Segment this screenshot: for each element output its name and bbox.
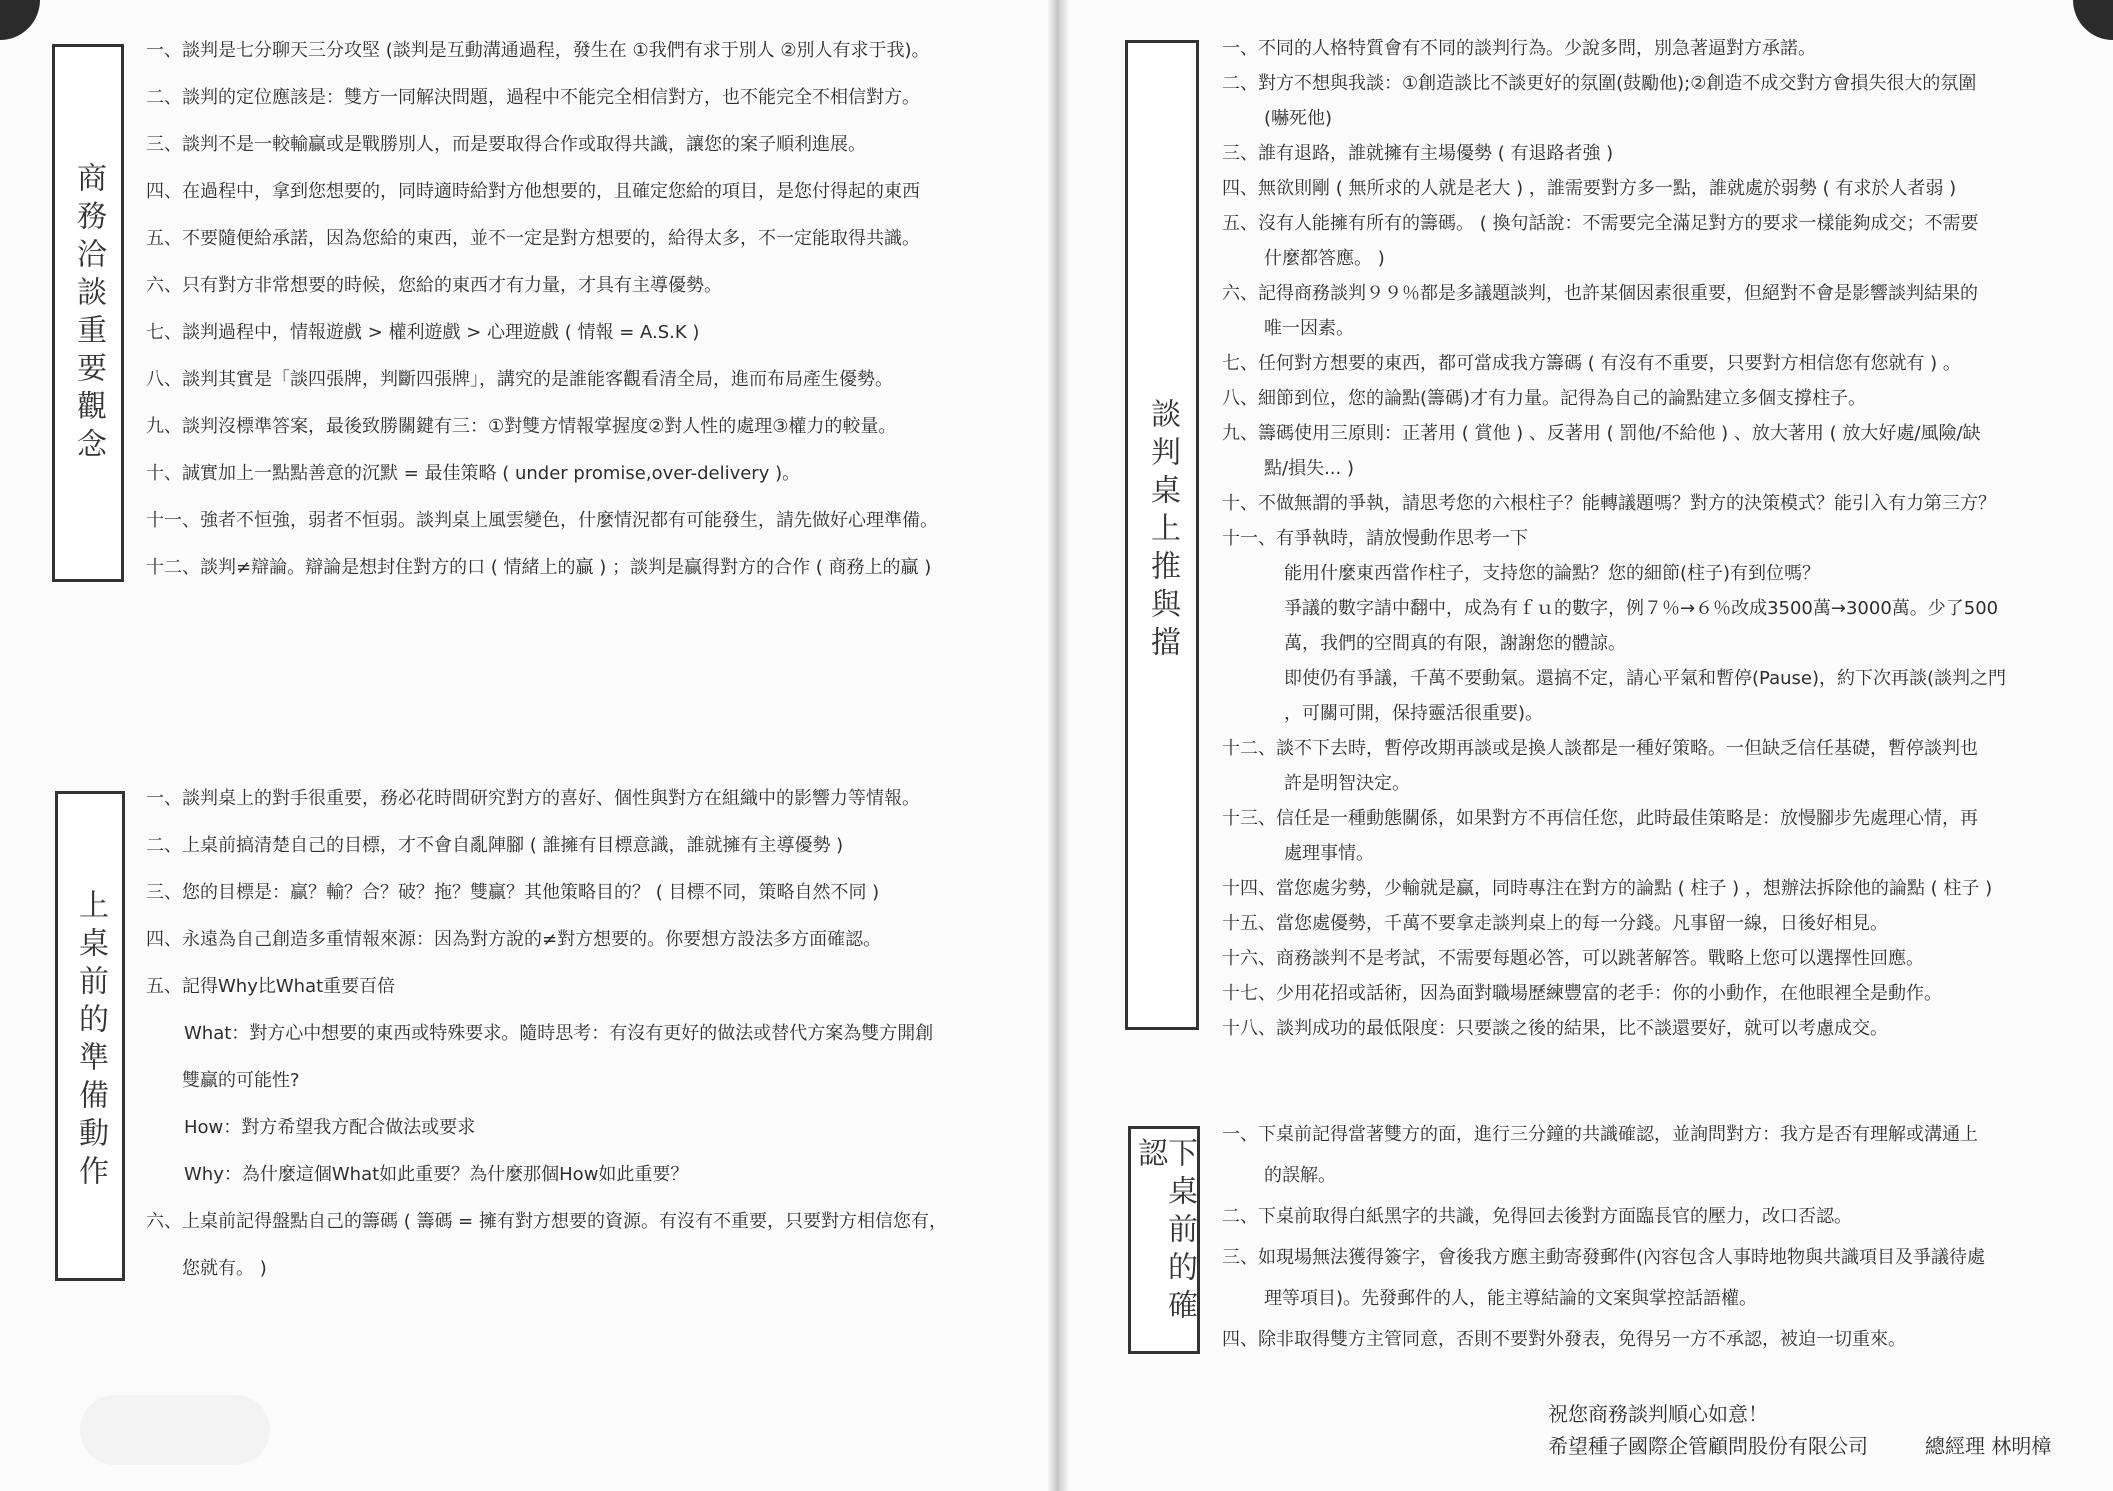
list-item: How：對方希望我方配合做法或要求 bbox=[184, 1117, 476, 1138]
list-item: 一、下桌前記得當著雙方的面，進行三分鐘的共識確認，並詢問對方：我方是否有理解或溝通上 bbox=[1222, 1124, 1978, 1145]
list-item: 什麼都答應。 ) bbox=[1264, 248, 1385, 269]
faint-watermark bbox=[80, 1395, 270, 1465]
list-item: 十一、強者不恒強，弱者不恒弱。談判桌上風雲變色，什麼情況都有可能發生，請先做好心理準備。 bbox=[146, 510, 938, 531]
section-title-concepts bbox=[52, 44, 124, 582]
list-item: 七、談判過程中，情報遊戲 > 權利遊戲 > 心理遊戲 ( 情報 = A.S.K ) bbox=[146, 322, 700, 343]
company-name: 希望種子國際企管顧問股份有限公司 bbox=[1548, 1434, 1868, 1458]
list-item: 四、無欲則剛 ( 無所求的人就是老大 ) ，誰需要對方多一點，誰就處於弱勢 ( 有求於人者弱 ) bbox=[1222, 178, 1957, 199]
closing-greeting: 祝您商務談判順心如意！ bbox=[1548, 1402, 1768, 1426]
list-item: 十六、商務談判不是考試，不需要每題必答，可以跳著解答。戰略上您可以選擇性回應。 bbox=[1222, 948, 1924, 969]
section-title-preparation bbox=[55, 791, 125, 1281]
list-item: 五、沒有人能擁有所有的籌碼。 ( 換句話說：不需要完全滿足對方的要求一樣能夠成交；不需要 bbox=[1222, 213, 1979, 234]
list-item: 十、誠實加上一點點善意的沉默 = 最佳策略 ( under promise,over-delivery )。 bbox=[146, 463, 801, 484]
list-item: 八、談判其實是「談四張牌，判斷四張牌」，講究的是誰能客觀看清全局，進而布局產生優勢。 bbox=[146, 369, 893, 390]
list-item: 十一、有爭執時，請放慢動作思考一下 bbox=[1222, 528, 1528, 549]
signer-name: 總經理 林明樟 bbox=[1925, 1434, 2052, 1458]
list-item: 一、談判是七分聊天三分攻堅 (談判是互動溝通過程，發生在 ①我們有求于別人 ②別人有求于我)。 bbox=[146, 40, 930, 61]
list-item: 的誤解。 bbox=[1264, 1165, 1336, 1186]
list-item: What：對方心中想要的東西或特殊要求。隨時思考：有沒有更好的做法或替代方案為雙方開創 bbox=[184, 1023, 934, 1044]
list-item: 十二、談判≠辯論。辯論是想封住對方的口 ( 情緒上的贏 ) ；談判是贏得對方的合作 ( 商務上的贏 ) bbox=[146, 557, 932, 578]
list-item: 二、對方不想與我談：①創造談比不談更好的氛圍(鼓勵他);②創造不成交對方會損失很大的氛圍 bbox=[1222, 73, 1977, 94]
left-page bbox=[0, 0, 1055, 1491]
list-item: 十五、當您處優勢，千萬不要拿走談判桌上的每一分錢。凡事留一線，日後好相見。 bbox=[1222, 913, 1888, 934]
list-item: 六、記得商務談判９９％都是多議題談判，也許某個因素很重要，但絕對不會是影響談判結果的 bbox=[1222, 283, 1978, 304]
section-title-preparation-text: 上桌前的準備動作 bbox=[73, 889, 108, 1193]
list-item: 五、記得Why比What重要百倍 bbox=[146, 976, 396, 997]
section-title-concepts-text: 商務洽談重要觀念 bbox=[71, 162, 106, 466]
list-item: 九、籌碼使用三原則：正著用 ( 賞他 ) 、反著用 ( 罰他/不給他 ) 、放大著用 ( 放大好處/風險/缺 bbox=[1222, 423, 1981, 444]
list-item: 理等項目)。先發郵件的人，能主導結論的文案與掌控話語權。 bbox=[1264, 1288, 1758, 1309]
list-item: 一、談判桌上的對手很重要，務必花時間研究對方的喜好、個性與對方在組織中的影響力等情報。 bbox=[146, 788, 920, 809]
list-item: 十、不做無謂的爭執，請思考您的六根柱子？能轉議題嗎？對方的決策模式？能引入有力第三方？ bbox=[1222, 493, 1996, 514]
list-item: 十八、談判成功的最低限度：只要談之後的結果，比不談還要好，就可以考慮成交。 bbox=[1222, 1018, 1888, 1039]
list-item: 爭議的數字請中翻中，成為有ｆｕ的數字，例７％→６％改成3500萬→3000萬。少了500 bbox=[1284, 598, 1999, 619]
list-item: 九、談判沒標準答案，最後致勝關鍵有三：①對雙方情報掌握度②對人性的處理③權力的較量。 bbox=[146, 416, 897, 437]
list-item: 一、不同的人格特質會有不同的談判行為。少說多問，別急著逼對方承諾。 bbox=[1222, 38, 1816, 59]
list-item: 四、除非取得雙方主管同意，否則不要對外發表，免得另一方不承認，被迫一切重來。 bbox=[1222, 1329, 1906, 1350]
book-gutter bbox=[1048, 0, 1068, 1491]
list-item: 許是明智決定。 bbox=[1284, 773, 1410, 794]
list-item: 四、永遠為自己創造多重情報來源：因為對方說的≠對方想要的。你要想方設法多方面確認。 bbox=[146, 929, 882, 950]
list-item: 雙贏的可能性? bbox=[182, 1070, 300, 1091]
list-item: 四、在過程中，拿到您想要的，同時適時給對方他想要的，且確定您給的項目，是您付得起的東西 bbox=[146, 181, 920, 202]
list-item: 您就有。 ) bbox=[182, 1258, 267, 1279]
section-title-confirmation-text: 下桌前的確認 bbox=[1132, 1137, 1197, 1327]
list-item: 六、只有對方非常想要的時候，您給的東西才有力量，才具有主導優勢。 bbox=[146, 275, 722, 296]
list-item: 三、如現場無法獲得簽字，會後我方應主動寄發郵件(內容包含人事時地物與共識項目及爭議待處 bbox=[1222, 1247, 1986, 1268]
list-item: 十三、信任是一種動態關係，如果對方不再信任您，此時最佳策略是：放慢腳步先處理心情，再 bbox=[1222, 808, 1978, 829]
list-item: 六、上桌前記得盤點自己的籌碼 ( 籌碼 = 擁有對方想要的資源。有沒有不重要，只要對方相信您有， bbox=[146, 1211, 947, 1232]
list-item: 三、誰有退路，誰就擁有主場優勢 ( 有退路者強 ) bbox=[1222, 143, 1614, 164]
list-item: 二、下桌前取得白紙黑字的共識，免得回去後對方面臨長官的壓力，改口否認。 bbox=[1222, 1206, 1852, 1227]
section-title-tactics bbox=[1125, 40, 1199, 1030]
list-item: 八、細節到位，您的論點(籌碼)才有力量。記得為自己的論點建立多個支撐柱子。 bbox=[1222, 388, 1867, 409]
list-item: 二、談判的定位應該是：雙方一同解決問題，過程中不能完全相信對方，也不能完全不相信對方。 bbox=[146, 87, 920, 108]
list-item: 三、您的目標是：贏？輸？合？破？拖？雙贏？其他策略目的？ ( 目標不同，策略自然不同 ) bbox=[146, 882, 880, 903]
section-title-confirmation bbox=[1128, 1126, 1200, 1354]
list-item: (嚇死他) bbox=[1264, 108, 1333, 129]
list-item: 即使仍有爭議，千萬不要動氣。還搞不定，請心平氣和暫停(Pause)，約下次再談(談判之門 bbox=[1284, 668, 2007, 689]
list-item: 五、不要隨便給承諾，因為您給的東西，並不一定是對方想要的，給得太多，不一定能取得共識。 bbox=[146, 228, 920, 249]
list-item: 能用什麼東西當作柱子，支持您的論點？您的細節(柱子)有到位嗎？ bbox=[1284, 563, 1821, 584]
section-title-tactics-text: 談判桌上推與擋 bbox=[1145, 398, 1180, 664]
list-item: 萬，我們的空間真的有限，謝謝您的體諒。 bbox=[1284, 633, 1626, 654]
list-item: Why：為什麼這個What如此重要？為什麼那個How如此重要？ bbox=[184, 1164, 689, 1185]
list-item: 二、上桌前搞清楚自己的目標，才不會自亂陣腳 ( 誰擁有目標意識，誰就擁有主導優勢 ) bbox=[146, 835, 844, 856]
list-item: 十二、談不下去時，暫停改期再談或是換人談都是一種好策略。一但缺乏信任基礎，暫停談判也 bbox=[1222, 738, 1978, 759]
list-item: 十四、當您處劣勢，少輸就是贏，同時專注在對方的論點 ( 柱子 ) ，想辦法拆除他的論點 ( 柱子 ) bbox=[1222, 878, 1993, 899]
list-item: 七、任何對方想要的東西，都可當成我方籌碼 ( 有沒有不重要，只要對方相信您有您就有 ) 。 bbox=[1222, 353, 1961, 374]
list-item: 唯一因素。 bbox=[1264, 318, 1354, 339]
list-item: 三、談判不是一較輸贏或是戰勝別人，而是要取得合作或取得共識，讓您的案子順利進展。 bbox=[146, 134, 866, 155]
list-item: 處理事情。 bbox=[1284, 843, 1374, 864]
list-item: ，可關可開，保持靈活很重要)。 bbox=[1284, 703, 1544, 724]
list-item: 十七、少用花招或話術，因為面對職場歷練豐富的老手：你的小動作，在他眼裡全是動作。 bbox=[1222, 983, 1942, 1004]
list-item: 點/損失... ) bbox=[1264, 458, 1354, 479]
